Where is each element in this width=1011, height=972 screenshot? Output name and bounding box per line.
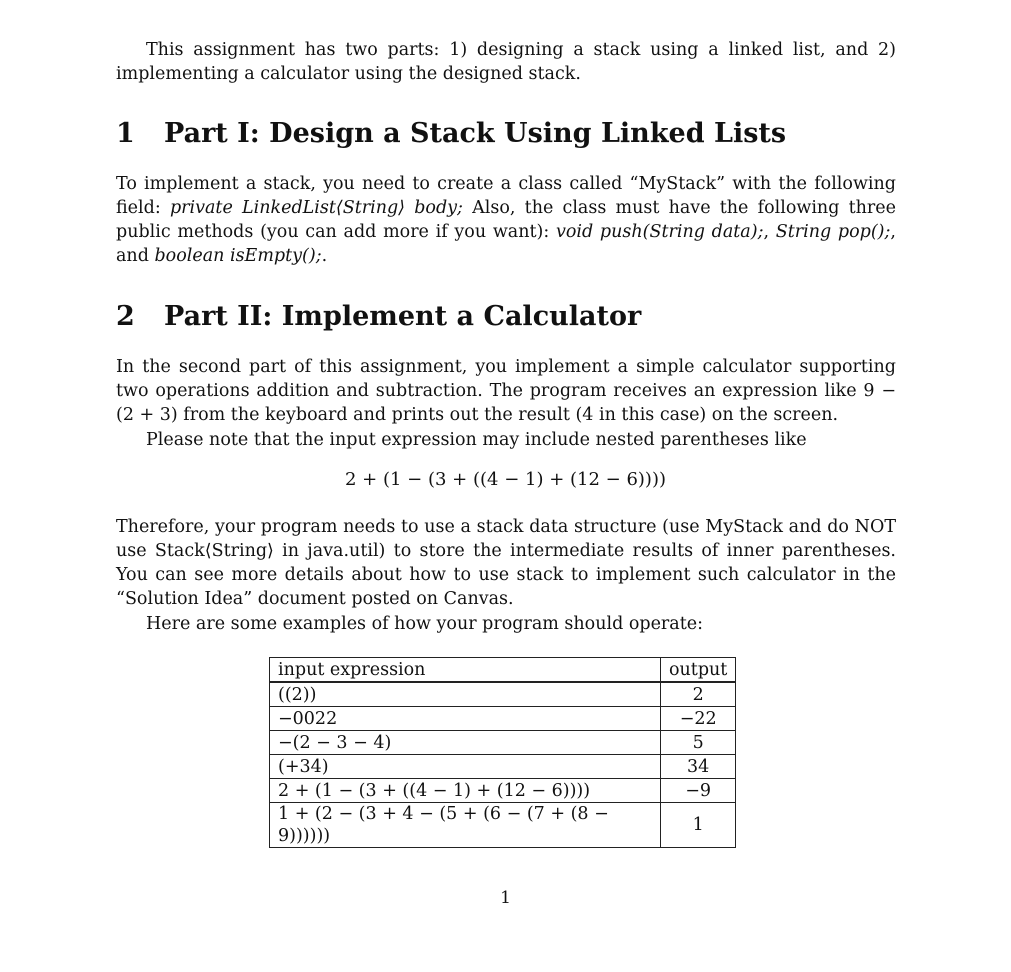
section-1-text-mid: Also, the class must have the following three public methods (you can add more if you want): xyxy=(116,198,896,242)
input-cell: 2 + (1 − (3 + ((4 − 1) + (12 − 6)))) xyxy=(270,779,661,803)
section-1-paragraph xyxy=(116,172,896,268)
section-2-paragraph-1: In the second part of this assignment, you implement a simple calculator supporting two operations addition and subtraction. The program receives an expression like 9 − (2 + 3) from the keyboard and prints out the result (4 in this case) on the screen. xyxy=(116,357,896,425)
column-header-output: output xyxy=(661,658,736,683)
examples-table xyxy=(269,657,736,848)
method-pop: String pop(); xyxy=(775,222,891,242)
nested-expression-equation: 2 + (1 − (3 + ((4 − 1) + (12 − 6)))) xyxy=(345,469,666,490)
section-1-title: Part I: Design a Stack Using Linked Lists xyxy=(164,118,787,149)
output-cell: 2 xyxy=(661,682,736,707)
page-number: 1 xyxy=(500,888,511,908)
output-cell: −22 xyxy=(661,707,736,731)
output-cell: 34 xyxy=(661,755,736,779)
output-cell: −9 xyxy=(661,779,736,803)
column-header-input: input expression xyxy=(270,658,661,683)
input-cell: −(2 − 3 − 4) xyxy=(270,731,661,755)
separator-2: , and xyxy=(116,222,896,266)
intro-paragraph: This assignment has two parts: 1) designing a stack using a linked list, and 2) implementing a calculator using the designed stack. xyxy=(116,40,896,84)
table-row xyxy=(270,803,736,848)
section-2-paragraph-2: Please note that the input expression may include nested parentheses like xyxy=(146,430,807,450)
table-row xyxy=(270,731,736,755)
section-2-title: Part II: Implement a Calculator xyxy=(164,301,642,332)
table-row xyxy=(270,755,736,779)
input-cell: (+34) xyxy=(270,755,661,779)
input-cell: −0022 xyxy=(270,707,661,731)
section-1-text-start: To implement a stack, you need to create a class called “MyStack” with the following field: xyxy=(116,174,896,218)
input-cell: 1 + (2 − (3 + 4 − (5 + (6 − (7 + (8 − 9)))))) xyxy=(270,803,661,848)
input-cell: ((2)) xyxy=(270,682,661,707)
section-2-paragraph-4: Here are some examples of how your program should operate: xyxy=(146,614,704,634)
field-declaration: private LinkedList⟨String⟩ body; xyxy=(169,198,463,218)
table-row xyxy=(270,779,736,803)
table-header-row xyxy=(270,658,736,683)
section-2-number: 2 xyxy=(116,301,135,332)
section-1-heading xyxy=(116,118,786,149)
section-2-paragraph-3: Therefore, your program needs to use a stack data structure (use MyStack and do NOT use Stack⟨String⟩ in java.util) to store the intermediate results of inner parentheses. You can see more details about how to use stack to implement such calculator in the “Solution Idea” document posted on Canvas. xyxy=(116,517,896,609)
separator-1: , xyxy=(763,222,776,242)
table-row xyxy=(270,707,736,731)
method-isempty: boolean isEmpty(); xyxy=(154,246,322,266)
section-1-number: 1 xyxy=(116,118,135,149)
output-cell: 5 xyxy=(661,731,736,755)
section-1-text-end: . xyxy=(321,246,328,266)
table-row xyxy=(270,682,736,707)
section-2-heading xyxy=(116,301,641,332)
method-push: void push(String data); xyxy=(555,222,764,242)
output-cell: 1 xyxy=(661,803,736,848)
